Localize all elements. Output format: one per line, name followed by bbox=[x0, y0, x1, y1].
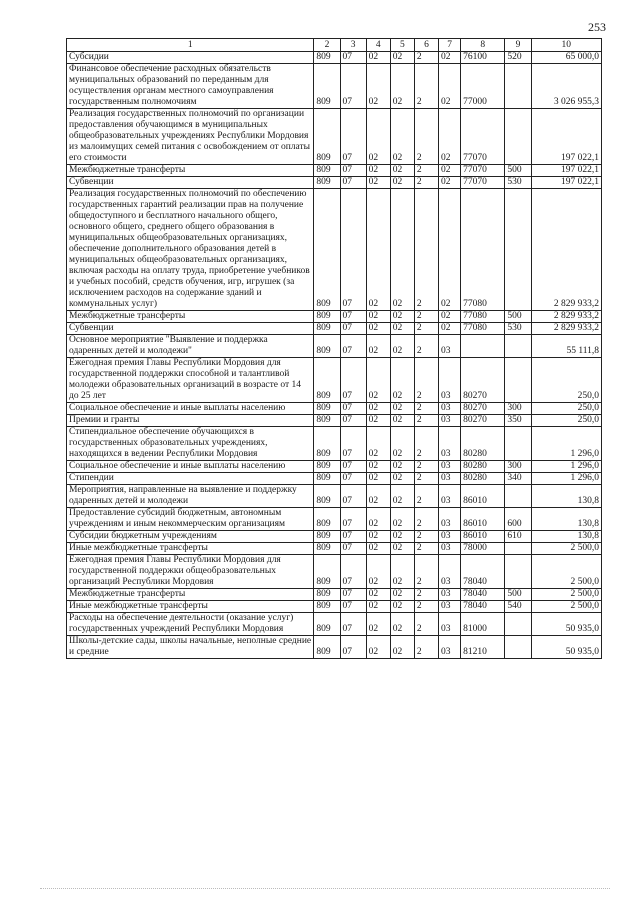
cell-measure-code: 03 bbox=[439, 403, 461, 415]
cell-item-name: Социальное обеспечение и иные выплаты населению bbox=[67, 403, 314, 415]
column-header-9: 9 bbox=[505, 39, 531, 52]
cell-target-code: 81210 bbox=[461, 636, 505, 659]
cell-ministry-code: 809 bbox=[314, 508, 340, 531]
cell-section-code: 07 bbox=[340, 323, 366, 335]
cell-measure-code: 02 bbox=[439, 64, 461, 109]
cell-item-name: Реализация государственных полномочий по организации предоставления обучающимся в муниципальных общеобразовательных учреждениях Республики Мордовия из малоимущих семей питания с освобождением от оплаты его стоимости bbox=[67, 109, 314, 165]
cell-program-code: 02 bbox=[390, 64, 414, 109]
table-row bbox=[67, 531, 602, 543]
cell-ministry-code: 809 bbox=[314, 601, 340, 613]
cell-expense-type: 500 bbox=[505, 311, 531, 323]
table-row bbox=[67, 636, 602, 659]
cell-measure-code: 03 bbox=[439, 358, 461, 403]
cell-amount: 250,0 bbox=[531, 415, 601, 427]
cell-item-name: Субвенции bbox=[67, 177, 314, 189]
cell-target-code: 77080 bbox=[461, 311, 505, 323]
cell-subprogram-code: 2 bbox=[414, 601, 438, 613]
page-number: 253 bbox=[588, 20, 606, 34]
cell-subsection-code: 02 bbox=[366, 589, 390, 601]
cell-target-code: 77070 bbox=[461, 165, 505, 177]
cell-expense-type bbox=[505, 189, 531, 311]
cell-subprogram-code: 2 bbox=[414, 461, 438, 473]
cell-ministry-code: 809 bbox=[314, 613, 340, 636]
table-row bbox=[67, 589, 602, 601]
cell-target-code: 77080 bbox=[461, 189, 505, 311]
column-header-8: 8 bbox=[461, 39, 505, 52]
table-row bbox=[67, 461, 602, 473]
cell-item-name: Межбюджетные трансферты bbox=[67, 311, 314, 323]
cell-subsection-code: 02 bbox=[366, 508, 390, 531]
cell-program-code: 02 bbox=[390, 335, 414, 358]
cell-subsection-code: 02 bbox=[366, 177, 390, 189]
cell-amount: 2 500,0 bbox=[531, 589, 601, 601]
cell-subsection-code: 02 bbox=[366, 335, 390, 358]
cell-program-code: 02 bbox=[390, 485, 414, 508]
cell-program-code: 02 bbox=[390, 358, 414, 403]
cell-subprogram-code: 2 bbox=[414, 613, 438, 636]
cell-item-name: Стипендиальное обеспечение обучающихся в государственных образовательных учреждениях, находящихся в ведении Республики Мордовия bbox=[67, 427, 314, 461]
cell-section-code: 07 bbox=[340, 636, 366, 659]
cell-measure-code: 02 bbox=[439, 311, 461, 323]
cell-subsection-code: 02 bbox=[366, 485, 390, 508]
cell-subsection-code: 02 bbox=[366, 555, 390, 589]
cell-expense-type bbox=[505, 555, 531, 589]
cell-amount: 130,8 bbox=[531, 508, 601, 531]
cell-ministry-code: 809 bbox=[314, 403, 340, 415]
cell-target-code: 77080 bbox=[461, 323, 505, 335]
cell-section-code: 07 bbox=[340, 109, 366, 165]
cell-program-code: 02 bbox=[390, 555, 414, 589]
cell-amount: 2 500,0 bbox=[531, 543, 601, 555]
cell-section-code: 07 bbox=[340, 52, 366, 64]
cell-amount: 250,0 bbox=[531, 358, 601, 403]
column-header-1: 1 bbox=[67, 39, 314, 52]
cell-measure-code: 03 bbox=[439, 427, 461, 461]
cell-program-code: 02 bbox=[390, 415, 414, 427]
cell-subprogram-code: 2 bbox=[414, 335, 438, 358]
table-row bbox=[67, 335, 602, 358]
cell-program-code: 02 bbox=[390, 427, 414, 461]
cell-subprogram-code: 2 bbox=[414, 109, 438, 165]
column-header-4: 4 bbox=[366, 39, 390, 52]
cell-amount: 2 829 933,2 bbox=[531, 323, 601, 335]
cell-measure-code: 03 bbox=[439, 461, 461, 473]
cell-target-code: 78040 bbox=[461, 589, 505, 601]
table-row bbox=[67, 52, 602, 64]
cell-expense-type bbox=[505, 613, 531, 636]
cell-ministry-code: 809 bbox=[314, 177, 340, 189]
budget-table bbox=[66, 38, 602, 659]
cell-ministry-code: 809 bbox=[314, 311, 340, 323]
cell-measure-code: 02 bbox=[439, 165, 461, 177]
table-row bbox=[67, 543, 602, 555]
cell-subprogram-code: 2 bbox=[414, 427, 438, 461]
cell-expense-type: 350 bbox=[505, 415, 531, 427]
cell-item-name: Предоставление субсидий бюджетным, автономным учреждениям и иным некоммерческим организациям bbox=[67, 508, 314, 531]
cell-subsection-code: 02 bbox=[366, 189, 390, 311]
cell-item-name: Иные межбюджетные трансферты bbox=[67, 601, 314, 613]
cell-section-code: 07 bbox=[340, 64, 366, 109]
cell-target-code: 77070 bbox=[461, 177, 505, 189]
cell-item-name: Школы-детские сады, школы начальные, неполные средние и средние bbox=[67, 636, 314, 659]
table-row bbox=[67, 323, 602, 335]
cell-target-code: 80270 bbox=[461, 403, 505, 415]
cell-expense-type bbox=[505, 427, 531, 461]
cell-item-name: Субсидии bbox=[67, 52, 314, 64]
cell-section-code: 07 bbox=[340, 311, 366, 323]
cell-target-code: 80270 bbox=[461, 415, 505, 427]
cell-program-code: 02 bbox=[390, 543, 414, 555]
table-row bbox=[67, 177, 602, 189]
cell-subprogram-code: 2 bbox=[414, 323, 438, 335]
cell-amount: 2 829 933,2 bbox=[531, 311, 601, 323]
cell-expense-type bbox=[505, 358, 531, 403]
cell-section-code: 07 bbox=[340, 461, 366, 473]
cell-section-code: 07 bbox=[340, 165, 366, 177]
cell-section-code: 07 bbox=[340, 601, 366, 613]
cell-section-code: 07 bbox=[340, 531, 366, 543]
cell-ministry-code: 809 bbox=[314, 461, 340, 473]
cell-subprogram-code: 2 bbox=[414, 403, 438, 415]
cell-expense-type: 610 bbox=[505, 531, 531, 543]
table-row bbox=[67, 555, 602, 589]
cell-subsection-code: 02 bbox=[366, 64, 390, 109]
cell-subprogram-code: 2 bbox=[414, 508, 438, 531]
cell-amount: 130,8 bbox=[531, 485, 601, 508]
cell-section-code: 07 bbox=[340, 415, 366, 427]
cell-item-name: Мероприятия, направленные на выявление и поддержку одаренных детей и молодежи bbox=[67, 485, 314, 508]
cell-measure-code: 03 bbox=[439, 335, 461, 358]
cell-program-code: 02 bbox=[390, 589, 414, 601]
cell-target-code: 80280 bbox=[461, 473, 505, 485]
cell-program-code: 02 bbox=[390, 177, 414, 189]
cell-expense-type: 600 bbox=[505, 508, 531, 531]
cell-measure-code: 02 bbox=[439, 323, 461, 335]
cell-subsection-code: 02 bbox=[366, 403, 390, 415]
cell-measure-code: 03 bbox=[439, 636, 461, 659]
cell-target-code: 86010 bbox=[461, 508, 505, 531]
table-body bbox=[67, 52, 602, 659]
cell-subsection-code: 02 bbox=[366, 358, 390, 403]
cell-amount: 130,8 bbox=[531, 531, 601, 543]
cell-amount: 55 111,8 bbox=[531, 335, 601, 358]
cell-item-name: Межбюджетные трансферты bbox=[67, 165, 314, 177]
cell-amount: 2 829 933,2 bbox=[531, 189, 601, 311]
cell-target-code: 80280 bbox=[461, 427, 505, 461]
cell-expense-type: 300 bbox=[505, 461, 531, 473]
cell-measure-code: 02 bbox=[439, 109, 461, 165]
cell-section-code: 07 bbox=[340, 473, 366, 485]
cell-expense-type: 300 bbox=[505, 403, 531, 415]
cell-expense-type bbox=[505, 636, 531, 659]
cell-program-code: 02 bbox=[390, 52, 414, 64]
cell-expense-type bbox=[505, 543, 531, 555]
cell-subprogram-code: 2 bbox=[414, 485, 438, 508]
cell-expense-type: 500 bbox=[505, 589, 531, 601]
cell-target-code: 78000 bbox=[461, 543, 505, 555]
cell-item-name: Субсидии бюджетным учреждениям bbox=[67, 531, 314, 543]
cell-section-code: 07 bbox=[340, 358, 366, 403]
cell-item-name: Иные межбюджетные трансферты bbox=[67, 543, 314, 555]
cell-ministry-code: 809 bbox=[314, 64, 340, 109]
table-row bbox=[67, 165, 602, 177]
table-row bbox=[67, 415, 602, 427]
cell-ministry-code: 809 bbox=[314, 531, 340, 543]
cell-expense-type bbox=[505, 109, 531, 165]
table-row bbox=[67, 427, 602, 461]
cell-program-code: 02 bbox=[390, 636, 414, 659]
cell-item-name: Финансовое обеспечение расходных обязательств муниципальных образований по переданным для осуществления органам местного самоуправления государственным полномочиям bbox=[67, 64, 314, 109]
cell-item-name: Расходы на обеспечение деятельности (оказание услуг) государственных учреждений Республики Мордовия bbox=[67, 613, 314, 636]
cell-measure-code: 03 bbox=[439, 601, 461, 613]
cell-program-code: 02 bbox=[390, 508, 414, 531]
cell-measure-code: 03 bbox=[439, 508, 461, 531]
cell-subprogram-code: 2 bbox=[414, 177, 438, 189]
cell-ministry-code: 809 bbox=[314, 335, 340, 358]
cell-measure-code: 02 bbox=[439, 189, 461, 311]
cell-ministry-code: 809 bbox=[314, 165, 340, 177]
cell-item-name: Субвенции bbox=[67, 323, 314, 335]
cell-item-name: Премии и гранты bbox=[67, 415, 314, 427]
cell-program-code: 02 bbox=[390, 531, 414, 543]
cell-target-code: 76100 bbox=[461, 52, 505, 64]
cell-subprogram-code: 2 bbox=[414, 358, 438, 403]
table-row bbox=[67, 311, 602, 323]
cell-subsection-code: 02 bbox=[366, 461, 390, 473]
cell-ministry-code: 809 bbox=[314, 52, 340, 64]
cell-expense-type bbox=[505, 64, 531, 109]
cell-subsection-code: 02 bbox=[366, 473, 390, 485]
cell-program-code: 02 bbox=[390, 601, 414, 613]
cell-measure-code: 03 bbox=[439, 485, 461, 508]
cell-target-code: 80270 bbox=[461, 358, 505, 403]
cell-section-code: 07 bbox=[340, 613, 366, 636]
cell-target-code: 86010 bbox=[461, 485, 505, 508]
cell-program-code: 02 bbox=[390, 613, 414, 636]
cell-expense-type bbox=[505, 485, 531, 508]
cell-program-code: 02 bbox=[390, 189, 414, 311]
cell-expense-type: 500 bbox=[505, 165, 531, 177]
cell-amount: 1 296,0 bbox=[531, 473, 601, 485]
cell-subsection-code: 02 bbox=[366, 323, 390, 335]
cell-ministry-code: 809 bbox=[314, 415, 340, 427]
cell-expense-type: 540 bbox=[505, 601, 531, 613]
cell-subsection-code: 02 bbox=[366, 543, 390, 555]
table-row bbox=[67, 64, 602, 109]
table-row bbox=[67, 508, 602, 531]
cell-amount: 197 022,1 bbox=[531, 109, 601, 165]
cell-section-code: 07 bbox=[340, 589, 366, 601]
cell-program-code: 02 bbox=[390, 473, 414, 485]
cell-item-name: Основное мероприятие "Выявление и поддержка одаренных детей и молодежи" bbox=[67, 335, 314, 358]
cell-amount: 250,0 bbox=[531, 403, 601, 415]
cell-target-code: 78040 bbox=[461, 601, 505, 613]
cell-subsection-code: 02 bbox=[366, 109, 390, 165]
cell-amount: 1 296,0 bbox=[531, 427, 601, 461]
cell-section-code: 07 bbox=[340, 189, 366, 311]
cell-ministry-code: 809 bbox=[314, 636, 340, 659]
cell-subprogram-code: 2 bbox=[414, 473, 438, 485]
cell-amount: 50 935,0 bbox=[531, 613, 601, 636]
column-header-7: 7 bbox=[439, 39, 461, 52]
table-row bbox=[67, 473, 602, 485]
cell-amount: 2 500,0 bbox=[531, 601, 601, 613]
cell-measure-code: 03 bbox=[439, 555, 461, 589]
table-row bbox=[67, 358, 602, 403]
cell-section-code: 07 bbox=[340, 335, 366, 358]
cell-section-code: 07 bbox=[340, 177, 366, 189]
cell-item-name: Стипендии bbox=[67, 473, 314, 485]
cell-amount: 2 500,0 bbox=[531, 555, 601, 589]
cell-subsection-code: 02 bbox=[366, 165, 390, 177]
cell-subprogram-code: 2 bbox=[414, 415, 438, 427]
cell-ministry-code: 809 bbox=[314, 589, 340, 601]
cell-measure-code: 03 bbox=[439, 543, 461, 555]
cell-subprogram-code: 2 bbox=[414, 555, 438, 589]
cell-program-code: 02 bbox=[390, 109, 414, 165]
cell-program-code: 02 bbox=[390, 323, 414, 335]
cell-target-code: 77000 bbox=[461, 64, 505, 109]
cell-section-code: 07 bbox=[340, 403, 366, 415]
column-header-3: 3 bbox=[340, 39, 366, 52]
cell-amount: 3 026 955,3 bbox=[531, 64, 601, 109]
cell-subsection-code: 02 bbox=[366, 601, 390, 613]
cell-expense-type: 340 bbox=[505, 473, 531, 485]
column-header-2: 2 bbox=[314, 39, 340, 52]
cell-subprogram-code: 2 bbox=[414, 311, 438, 323]
cell-item-name: Межбюджетные трансферты bbox=[67, 589, 314, 601]
page-bottom-border bbox=[40, 888, 610, 889]
column-header-6: 6 bbox=[414, 39, 438, 52]
cell-measure-code: 03 bbox=[439, 589, 461, 601]
table-row bbox=[67, 403, 602, 415]
cell-subprogram-code: 2 bbox=[414, 636, 438, 659]
cell-subsection-code: 02 bbox=[366, 415, 390, 427]
cell-ministry-code: 809 bbox=[314, 543, 340, 555]
cell-program-code: 02 bbox=[390, 403, 414, 415]
cell-item-name: Социальное обеспечение и иные выплаты населению bbox=[67, 461, 314, 473]
cell-subprogram-code: 2 bbox=[414, 52, 438, 64]
cell-item-name: Реализация государственных полномочий по обеспечению государственных гарантий реализации прав на получение общедоступного и бесплатного начального общего, основного общего, среднего общего образования в муниципальных общеобразовательных организациях, обеспечение дополнительного образования детей в муниципальных общеобразовательных организациях, включая расходы на оплату труда, приобретение учебников и учебных пособий, средств обучения, игр, игрушек (за исключением расходов на содержание зданий и коммунальных услуг) bbox=[67, 189, 314, 311]
cell-ministry-code: 809 bbox=[314, 189, 340, 311]
cell-item-name: Ежегодная премия Главы Республики Мордовия для государственной поддержки способной и талантливой молодежи образовательных организаций в возрасте от 14 до 25 лет bbox=[67, 358, 314, 403]
cell-subsection-code: 02 bbox=[366, 636, 390, 659]
cell-measure-code: 02 bbox=[439, 52, 461, 64]
cell-section-code: 07 bbox=[340, 427, 366, 461]
cell-subprogram-code: 2 bbox=[414, 531, 438, 543]
cell-ministry-code: 809 bbox=[314, 109, 340, 165]
cell-subsection-code: 02 bbox=[366, 613, 390, 636]
cell-target-code: 81000 bbox=[461, 613, 505, 636]
cell-subsection-code: 02 bbox=[366, 52, 390, 64]
cell-ministry-code: 809 bbox=[314, 473, 340, 485]
cell-program-code: 02 bbox=[390, 165, 414, 177]
cell-subprogram-code: 2 bbox=[414, 589, 438, 601]
table-row bbox=[67, 485, 602, 508]
cell-expense-type: 520 bbox=[505, 52, 531, 64]
cell-expense-type: 530 bbox=[505, 177, 531, 189]
cell-amount: 50 935,0 bbox=[531, 636, 601, 659]
cell-subsection-code: 02 bbox=[366, 427, 390, 461]
cell-measure-code: 03 bbox=[439, 415, 461, 427]
cell-amount: 1 296,0 bbox=[531, 461, 601, 473]
cell-amount: 197 022,1 bbox=[531, 177, 601, 189]
cell-section-code: 07 bbox=[340, 508, 366, 531]
cell-measure-code: 02 bbox=[439, 177, 461, 189]
cell-ministry-code: 809 bbox=[314, 555, 340, 589]
column-header-10: 10 bbox=[531, 39, 601, 52]
cell-expense-type bbox=[505, 335, 531, 358]
cell-measure-code: 03 bbox=[439, 473, 461, 485]
cell-program-code: 02 bbox=[390, 461, 414, 473]
cell-ministry-code: 809 bbox=[314, 427, 340, 461]
cell-expense-type: 530 bbox=[505, 323, 531, 335]
cell-target-code: 78040 bbox=[461, 555, 505, 589]
table-row bbox=[67, 613, 602, 636]
table-row bbox=[67, 189, 602, 311]
cell-target-code: 77070 bbox=[461, 109, 505, 165]
cell-target-code: 86010 bbox=[461, 531, 505, 543]
cell-section-code: 07 bbox=[340, 555, 366, 589]
table-row bbox=[67, 601, 602, 613]
cell-target-code: 80280 bbox=[461, 461, 505, 473]
table-row bbox=[67, 109, 602, 165]
cell-item-name: Ежегодная премия Главы Республики Мордовия для государственной поддержки общеобразовательных организаций Республики Мордовия bbox=[67, 555, 314, 589]
cell-section-code: 07 bbox=[340, 543, 366, 555]
cell-program-code: 02 bbox=[390, 311, 414, 323]
cell-subprogram-code: 2 bbox=[414, 64, 438, 109]
cell-section-code: 07 bbox=[340, 485, 366, 508]
cell-subsection-code: 02 bbox=[366, 531, 390, 543]
cell-subsection-code: 02 bbox=[366, 311, 390, 323]
cell-ministry-code: 809 bbox=[314, 485, 340, 508]
column-header-5: 5 bbox=[390, 39, 414, 52]
cell-ministry-code: 809 bbox=[314, 323, 340, 335]
cell-amount: 197 022,1 bbox=[531, 165, 601, 177]
cell-measure-code: 03 bbox=[439, 531, 461, 543]
cell-amount: 65 000,0 bbox=[531, 52, 601, 64]
cell-measure-code: 03 bbox=[439, 613, 461, 636]
cell-ministry-code: 809 bbox=[314, 358, 340, 403]
cell-subprogram-code: 2 bbox=[414, 543, 438, 555]
cell-target-code bbox=[461, 335, 505, 358]
table-header-row bbox=[67, 39, 602, 52]
cell-subprogram-code: 2 bbox=[414, 189, 438, 311]
cell-subprogram-code: 2 bbox=[414, 165, 438, 177]
